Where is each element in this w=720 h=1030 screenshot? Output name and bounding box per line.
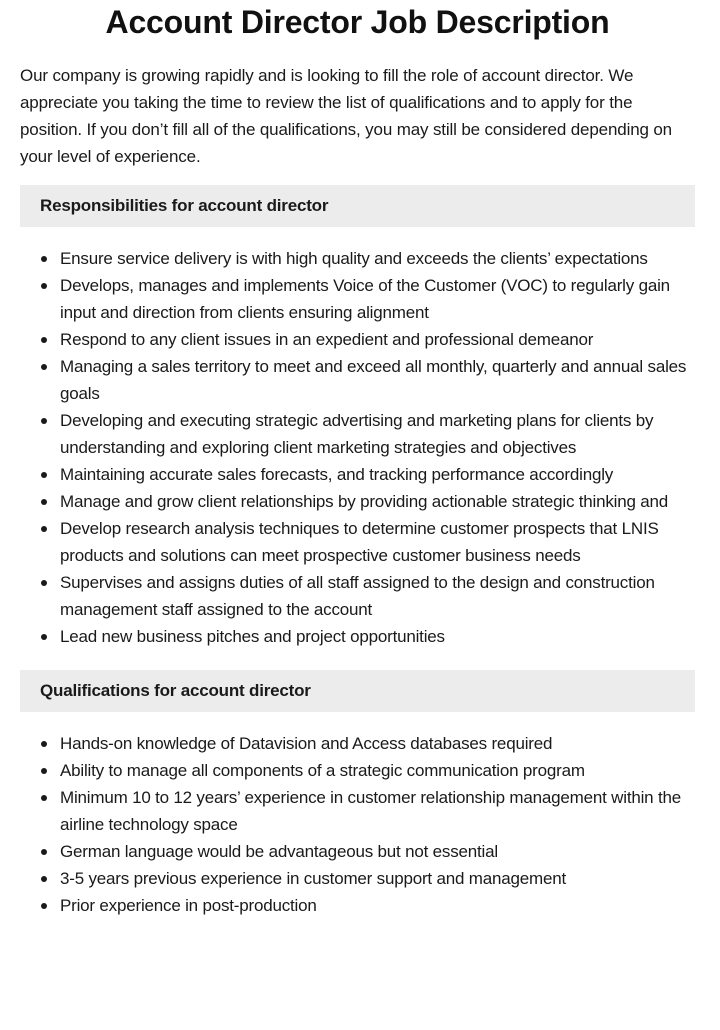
list-item-text: Ensure service delivery is with high quality and exceeds the clients’ expectations: [60, 249, 648, 268]
qualifications-list: [20, 730, 695, 919]
bullet-icon: [41, 634, 47, 640]
list-item-text: Minimum 10 to 12 years’ experience in customer relationship management within the airline technology space: [60, 788, 681, 834]
list-item-text: Respond to any client issues in an expedient and professional demeanor: [60, 330, 594, 349]
list-item-text: Developing and executing strategic advertising and marketing plans for clients by understanding and exploring client marketing strategies and objectives: [60, 411, 654, 457]
list-item: [60, 461, 695, 488]
list-item: [60, 515, 695, 569]
bullet-icon: [41, 526, 47, 532]
bullet-icon: [41, 256, 47, 262]
list-item: [60, 730, 695, 757]
bullet-icon: [41, 499, 47, 505]
intro-paragraph: Our company is growing rapidly and is looking to fill the role of account director. We appreciate you taking the time to review the list of qualifications and to apply for the position. If you don’t fill all of the qualifications, you may still be considered depending on your level of experience.: [20, 66, 672, 166]
list-item-text: Develops, manages and implements Voice of the Customer (VOC) to regularly gain input and direction from clients ensuring alignment: [60, 276, 670, 322]
bullet-icon: [41, 849, 47, 855]
list-item: [60, 623, 695, 650]
bullet-icon: [41, 795, 47, 801]
list-item: [60, 326, 695, 353]
list-item-text: Ability to manage all components of a strategic communication program: [60, 761, 585, 780]
list-item: [60, 838, 695, 865]
list-item-text: Supervises and assigns duties of all staff assigned to the design and construction management staff assigned to the account: [60, 573, 655, 619]
bullet-icon: [41, 903, 47, 909]
bullet-icon: [41, 768, 47, 774]
list-item-text: Lead new business pitches and project opportunities: [60, 627, 445, 646]
list-item-text: 3-5 years previous experience in customer support and management: [60, 869, 566, 888]
bullet-icon: [41, 283, 47, 289]
list-item: [60, 569, 695, 623]
bullet-icon: [41, 337, 47, 343]
list-item: [60, 272, 695, 326]
section-spacer: [20, 650, 695, 655]
list-item-text: Develop research analysis techniques to determine customer prospects that LNIS products and solutions can meet prospective customer business needs: [60, 519, 659, 565]
bullet-icon: [41, 876, 47, 882]
list-item-text: German language would be advantageous but not essential: [60, 842, 498, 861]
section-header-qualifications: Qualifications for account director: [20, 670, 695, 712]
list-item: [60, 757, 695, 784]
section-header-responsibilities: Responsibilities for account director: [20, 185, 695, 227]
list-item-text: Manage and grow client relationships by providing actionable strategic thinking and: [60, 492, 669, 511]
list-item-text: Maintaining accurate sales forecasts, and tracking performance accordingly: [60, 465, 614, 484]
list-item: [60, 784, 695, 838]
list-item: [60, 245, 695, 272]
responsibilities-list: [20, 245, 695, 650]
page-title: Account Director Job Description: [105, 4, 610, 40]
list-item: [60, 892, 695, 919]
list-item-text: Prior experience in post-production: [60, 896, 317, 915]
list-item-text: Hands-on knowledge of Datavision and Access databases required: [60, 734, 553, 753]
list-item: [60, 407, 695, 461]
bullet-icon: [41, 364, 47, 370]
bullet-icon: [41, 418, 47, 424]
list-item: [60, 865, 695, 892]
list-item: [60, 353, 695, 407]
list-item: [60, 488, 695, 515]
qualifications-section: [20, 670, 695, 919]
responsibilities-section: [20, 185, 695, 650]
bullet-icon: [41, 580, 47, 586]
list-item-text: Managing a sales territory to meet and exceed all monthly, quarterly and annual sales goals: [60, 357, 687, 403]
bullet-icon: [41, 472, 47, 478]
bullet-icon: [41, 741, 47, 747]
